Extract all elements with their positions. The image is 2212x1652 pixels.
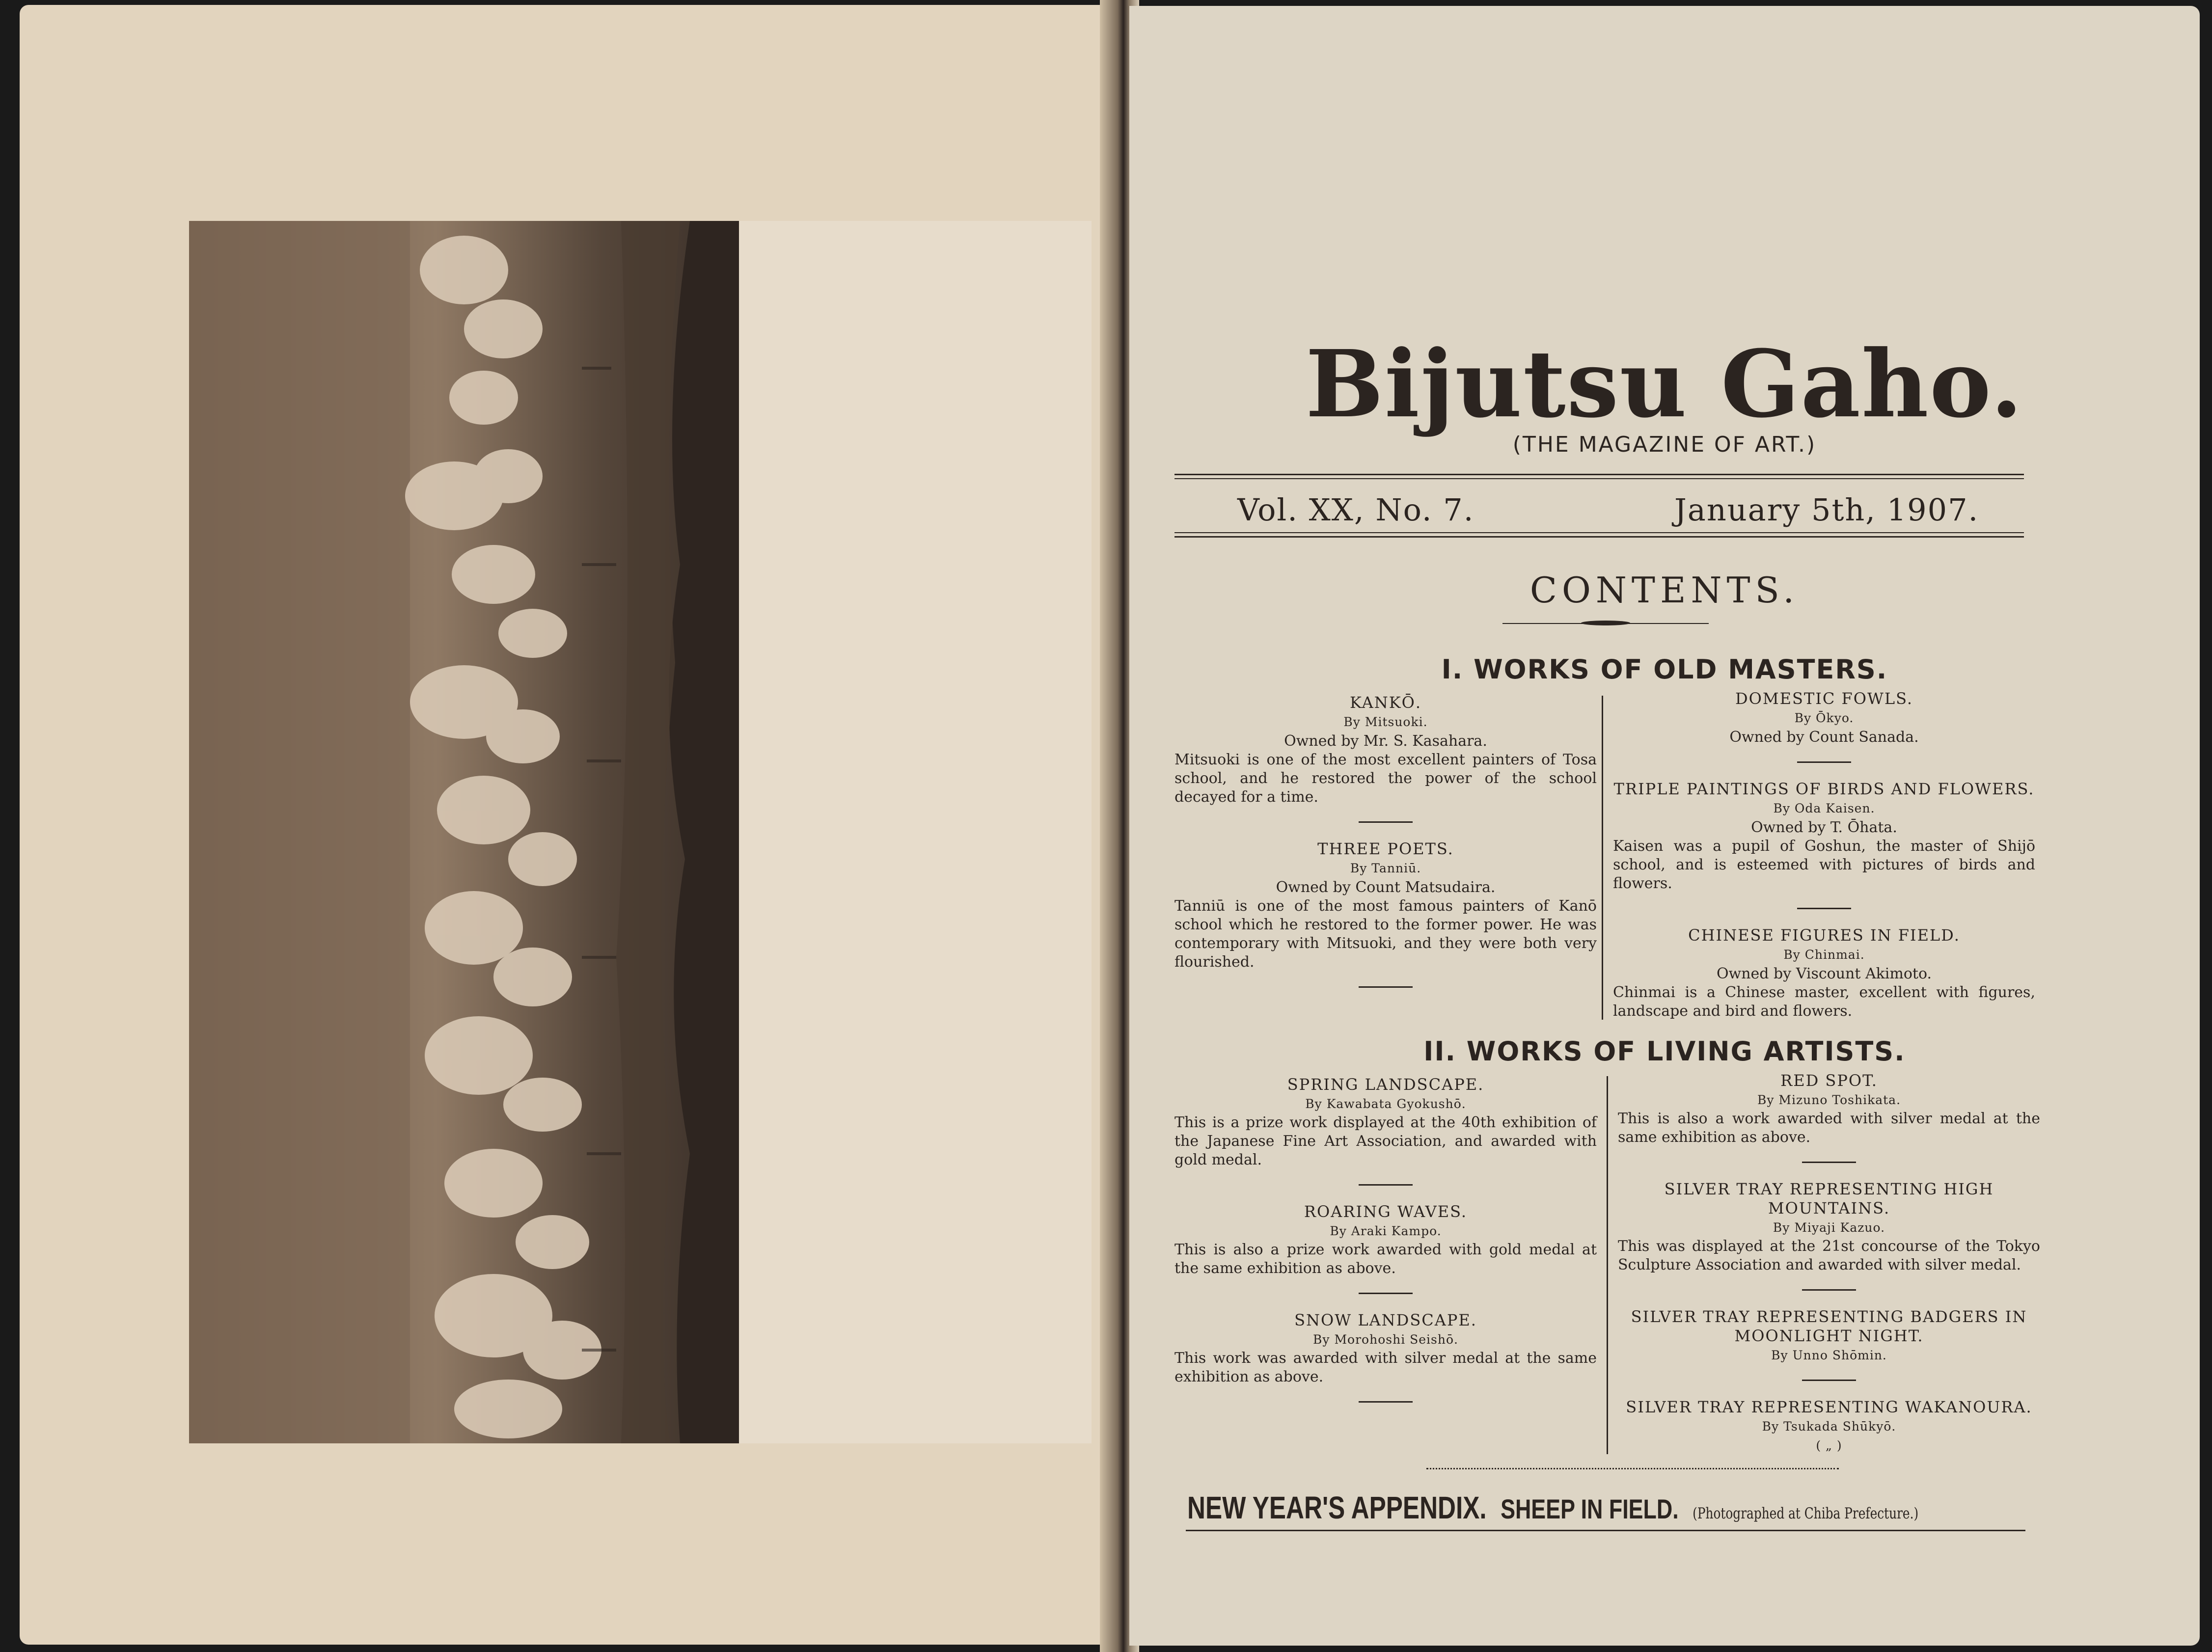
entry-artist: By Tsukada Shūkyō.: [1762, 1419, 1896, 1434]
appendix-label: NEW YEAR'S APPENDIX.: [1187, 1490, 1487, 1525]
top-rule: [1174, 474, 2024, 475]
entry-ditto: ( „ ): [1816, 1438, 1842, 1453]
volume-number: Vol. XX, No. 7.: [1237, 492, 1475, 528]
entry-divider: [1359, 1293, 1413, 1294]
right-page: [1129, 6, 2200, 1646]
entry-description: This was displayed at the 21st concourse of the Tokyo Sculpture Association and awarded with silver medal.: [1618, 1238, 2040, 1273]
section1-right-column: [1613, 689, 2035, 1021]
entry-title: SILVER TRAY REPRESENTING BADGERS IN MOONLIGHT NIGHT.: [1631, 1307, 2027, 1345]
entry-title: KANKŌ.: [1349, 693, 1422, 712]
entry-artist: By Chinmai.: [1783, 948, 1865, 962]
entry-description: Kaisen was a pupil of Goshun, the master of Shijō school, and is esteemed with pictures of birds and flowers.: [1613, 838, 2035, 892]
contents-ornament-center: [1581, 621, 1630, 625]
entry-title: SILVER TRAY REPRESENTING HIGH MOUNTAINS.: [1664, 1180, 1994, 1218]
entry-divider: [1359, 986, 1413, 988]
entry-description: Mitsuoki is one of the most excellent painters of Tosa school, and he restored the power of the school decayed for a time.: [1174, 751, 1597, 806]
issue-date: January 5th, 1907.: [1674, 492, 1979, 528]
entry-title: CHINESE FIGURES IN FIELD.: [1688, 926, 1960, 945]
sheep-photograph: [189, 221, 739, 1443]
entry-title: TRIPLE PAINTINGS OF BIRDS AND FLOWERS.: [1613, 780, 2035, 798]
appendix-note: (Photographed at Chiba Prefecture.): [1693, 1505, 1919, 1522]
contents-heading: CONTENTS.: [1529, 569, 1800, 611]
entry-divider: [1359, 1184, 1413, 1186]
entry-owner: Owned by Count Sanada.: [1729, 729, 1919, 746]
magazine-title: Bijutsu Gaho.: [1305, 330, 2024, 438]
entry-divider: [1797, 761, 1851, 763]
section2-right-column: [1618, 1071, 2040, 1455]
sheep-photo-image: [189, 221, 739, 1443]
entry-artist: By Kawabata Gyokushō.: [1305, 1097, 1466, 1111]
entry-description: This work was awarded with silver medal at the same exhibition as above.: [1174, 1350, 1597, 1385]
entry-artist: By Miyaji Kazuo.: [1773, 1220, 1885, 1235]
section2-left-column: [1174, 1075, 1597, 1419]
entry-title: SILVER TRAY REPRESENTING WAKANOURA.: [1626, 1398, 2032, 1416]
appendix-title: SHEEP IN FIELD.: [1501, 1493, 1679, 1524]
left-page: [20, 5, 1120, 1645]
bottom-rule: [1174, 536, 2024, 538]
section1-left-column: [1174, 693, 1597, 1004]
entry-description: Chinmai is a Chinese master, excellent with figures, landscape and bird and flowers.: [1613, 984, 2035, 1020]
section1-column-divider: [1602, 696, 1603, 1020]
entry-title: SNOW LANDSCAPE.: [1294, 1311, 1477, 1329]
top-rule-thin: [1174, 478, 2024, 479]
magazine-subtitle: (THE MAGAZINE OF ART.): [1512, 432, 1817, 457]
entry-title: RED SPOT.: [1780, 1071, 1878, 1090]
entry-divider: [1802, 1162, 1856, 1163]
bottom-rule-thin: [1174, 532, 2024, 533]
entry-title: DOMESTIC FOWLS.: [1735, 689, 1913, 708]
entry-title: ROARING WAVES.: [1304, 1202, 1468, 1221]
entry-title: SPRING LANDSCAPE.: [1287, 1075, 1484, 1094]
entry-divider: [1797, 908, 1851, 909]
section1-heading: I. WORKS OF OLD MASTERS.: [1441, 654, 1888, 685]
entry-artist: By Ōkyo.: [1794, 711, 1854, 725]
entry-artist: By Mitsuoki.: [1343, 715, 1428, 729]
entry-owner: Owned by Mr. S. Kasahara.: [1284, 732, 1487, 750]
photo-plate: [189, 221, 1092, 1443]
appendix-underline: [1186, 1530, 2025, 1531]
entry-title: THREE POETS.: [1317, 840, 1454, 858]
entry-owner: Owned by Count Matsudaira.: [1276, 879, 1496, 896]
section2-column-divider: [1607, 1076, 1608, 1454]
entry-artist: By Oda Kaisen.: [1773, 801, 1875, 815]
section2-heading: II. WORKS OF LIVING ARTISTS.: [1423, 1036, 1906, 1067]
entry-owner: Owned by Viscount Akimoto.: [1716, 965, 1932, 982]
entry-artist: By Mizuno Toshikata.: [1757, 1093, 1901, 1107]
entry-divider: [1359, 821, 1413, 823]
entry-description: This is a prize work displayed at the 40th exhibition of the Japanese Fine Art Association, and awarded with gold medal.: [1174, 1114, 1597, 1168]
entry-description: This is also a work awarded with silver medal at the same exhibition as above.: [1618, 1110, 2040, 1146]
appendix-divider: [1426, 1468, 1839, 1470]
entry-divider: [1802, 1380, 1856, 1381]
entry-artist: By Unno Shōmin.: [1771, 1348, 1887, 1362]
entry-artist: By Morohoshi Seishō.: [1313, 1332, 1458, 1347]
entry-divider: [1359, 1401, 1413, 1403]
entry-description: This is also a prize work awarded with gold medal at the same exhibition as above.: [1174, 1241, 1597, 1277]
entry-owner: Owned by T. Ōhata.: [1751, 819, 1897, 836]
entry-artist: By Araki Kampo.: [1330, 1224, 1442, 1238]
appendix-line: [1187, 1490, 1918, 1526]
entry-divider: [1802, 1289, 1856, 1291]
entry-artist: By Tanniū.: [1350, 861, 1421, 875]
entry-description: Tanniū is one of the most famous painters of Kanō school which he restored to the former power. He was contemporary with Mitsuoki, and they were both very flourished.: [1174, 897, 1597, 971]
